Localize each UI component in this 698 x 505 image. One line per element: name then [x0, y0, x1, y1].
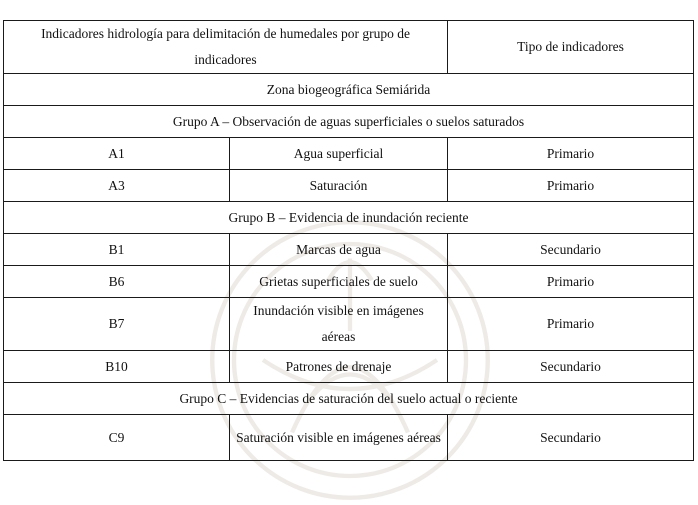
group-c-row [4, 383, 694, 415]
header-type-cell: Tipo de indicadores [448, 21, 694, 74]
table-row [4, 138, 694, 170]
indicator-type: Secundario [448, 234, 694, 266]
table-row [4, 234, 694, 266]
indicator-name-cell [230, 298, 448, 351]
table-row [4, 351, 694, 383]
header-row [4, 21, 694, 74]
group-a-row [4, 106, 694, 138]
table-row [4, 415, 694, 461]
group-b-row [4, 202, 694, 234]
table-row [4, 170, 694, 202]
group-a-title: Grupo A – Observación de aguas superficiales o suelos saturados [4, 106, 694, 138]
indicator-type: Secundario [448, 351, 694, 383]
indicator-type: Primario [448, 266, 694, 298]
indicator-code: B1 [4, 234, 230, 266]
indicator-type: Primario [448, 298, 694, 351]
table-row [4, 266, 694, 298]
indicator-type: Primario [448, 138, 694, 170]
indicator-name: Marcas de agua [230, 234, 448, 266]
group-b-title: Grupo B – Evidencia de inundación reciente [4, 202, 694, 234]
indicator-name-cell [230, 415, 448, 461]
indicator-code: A1 [4, 138, 230, 170]
indicator-name: Inundación visible en imágenes aéreas [253, 303, 424, 344]
indicator-code: B6 [4, 266, 230, 298]
indicator-code: C9 [4, 415, 230, 461]
indicator-name: Patrones de drenaje [230, 351, 448, 383]
zone-cell: Zona biogeográfica Semiárida [4, 74, 694, 106]
indicator-type: Secundario [448, 415, 694, 461]
indicator-name: Grietas superficiales de suelo [230, 266, 448, 298]
table-row [4, 298, 694, 351]
zone-row [4, 74, 694, 106]
header-indicators-cell [4, 21, 448, 74]
indicator-name: Agua superficial [230, 138, 448, 170]
indicator-code: B7 [4, 298, 230, 351]
header-indicators-label: Indicadores hidrología para delimitación de humedales por grupo de indicadores [41, 26, 410, 67]
indicator-name: Saturación [230, 170, 448, 202]
indicator-type: Primario [448, 170, 694, 202]
indicator-code: B10 [4, 351, 230, 383]
indicator-code: A3 [4, 170, 230, 202]
group-c-title: Grupo C – Evidencias de saturación del suelo actual o reciente [4, 383, 694, 415]
hydrology-indicators-table [3, 20, 694, 461]
indicator-name: Saturación visible en imágenes aéreas [236, 429, 441, 445]
